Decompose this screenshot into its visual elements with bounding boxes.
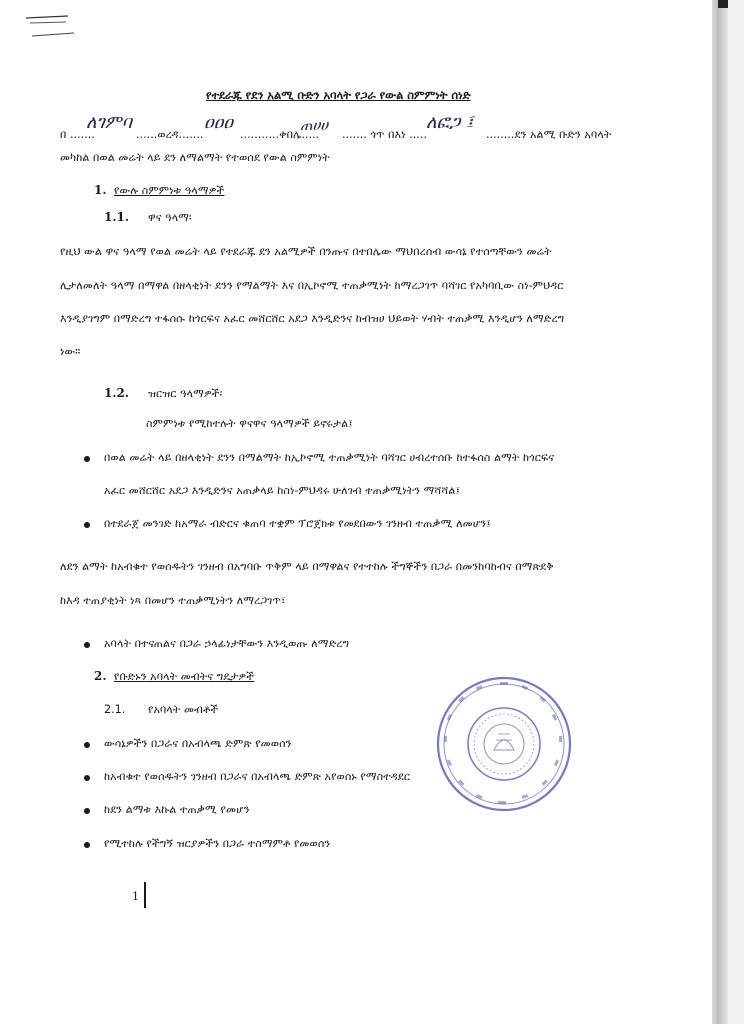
official-seal-icon [434, 674, 574, 814]
intro-line-2: መካከል በወል መሬት ላይ ደን ለማልማት የተወሰደ የውል ስምምነት [60, 151, 330, 164]
bullet-dot [84, 522, 90, 528]
section-1-1-title: ዋና ዓላማ፡ [148, 211, 192, 224]
bullet-dot [84, 842, 90, 848]
bullet-line: አባላት በተናጠልና በጋራ ኃላፊነታቸውን እንዲወጡ ለማድረግ [104, 637, 350, 650]
page-number-bar [144, 882, 146, 908]
rights-item: ከአብቁተ የወሰዱትን ገንዘብ በጋራና በአብላጫ ድምጽ አየወሰኑ የማስተዳደር [104, 770, 411, 783]
handwritten-kebele-name: ዐዐዐ [204, 112, 234, 133]
section-2-title: የቡድኑን አባላት መብትና ግዴታዎች [114, 670, 255, 683]
paragraph-line: ከእዳ ተጠያቂነት ነጻ በመሆን ተጠቃሚነትን ለማረጋገጥ፣ [60, 594, 286, 607]
paragraph-line: ለደን ልማት ከአብቁተ የወሰዱትን ገንዘብ በአግባቡ ጥቅም ላይ በማዋልና የተተከሉ ችግኞችን በጋራ በመንከባከብና በማጽደቅ [60, 560, 554, 573]
bullet-dot [84, 775, 90, 781]
bullet-line: በወል መሬት ላይ በዘላቂነት ደንን በማልማት ከኢኮኖሚ ተጠቃሚነት ባሻገር ሀብረተሰቡ ከተፋሰስ ልማት ከጎርፍና [104, 451, 555, 464]
section-1-2-intro: ስምምነቱ የሚከተሉት ዋናዋና ዓላማዎች ይኖሩታል፤ [146, 417, 353, 430]
document-title: የተደራጁ የደን አልሚ ቡድን አባላት የጋራ የውል ስምምነት ሰነድ [206, 88, 471, 102]
paragraph-line: እንዲያገግም በማድረግ ተፋሰሱ ከጎርፍና አፈር መሸርሸር አደጋ እንዲድንና ከብዝሀ ህይወት ሃብት ተጠቃሚ እንዲሆን ለማድረግ [60, 312, 565, 325]
rights-item: የሚተከሉ የችግኝ ዝርያዎችን በጋራ ተስማምቶ የመወሰን [104, 837, 331, 850]
rights-item: ከደን ልማቱ እኩል ተጠቃሚ የመሆን [104, 803, 250, 816]
section-2-1-title: የአባላት መብቶች [148, 703, 219, 716]
bullet-dot [84, 742, 90, 748]
paragraph-line: የዚህ ውል ዋና ዓላማ የወል መሬት ላይ የተደራጁ ደን አልሚዎች በንጡና በተበሌው ማህበረሰብ ውሳኔ የተሰጣቸውን መሬት [60, 245, 552, 258]
handwritten-gote-name: ጠሀሀ [300, 116, 329, 134]
section-1-title: የውሉ ስምምነቱ ዓላማዎች [114, 184, 225, 197]
section-1-2-number: 1.2. [104, 386, 130, 400]
handwritten-woreda-name: ለገምባ [86, 112, 132, 133]
rights-item: ውሳኔዎችን በጋራና በአብላጫ ድምጽ የመወሰን [104, 737, 292, 750]
intro-kebele: ...........ቀበሌ..... [240, 128, 320, 141]
intro-prefix: በ [60, 128, 67, 141]
paragraph-line: ሊታለመለት ዓላማ በማዋል በዘላቂነት ደንን የማልማት እና በኢኮኖሚ ተጠቃሚነት ከማረጋገጥ ባሻገር የአካባቢው ስነ-ምህዳር [60, 279, 564, 292]
page-edge-shadow [712, 0, 728, 1024]
bullet-dot [84, 456, 90, 462]
intro-dots: ....... [70, 128, 95, 141]
scan-corner-mark [718, 0, 728, 8]
section-2-number: 2. [94, 669, 107, 683]
bullet-dot [84, 642, 90, 648]
page-number: 1 [132, 890, 140, 903]
section-2-1-number: 2.1. [104, 703, 126, 716]
bullet-line: በተደራጀ መንገድ ከአማራ ብድርና ቁጠባ ተቋም ፕሮጀክቱ የመደበውን ገንዘብ ተጠቃሚ ለመሆን፤ [104, 517, 491, 530]
bullet-dot [84, 808, 90, 814]
section-1-2-title: ዝርዝር ዓላማዎች፡ [148, 387, 223, 400]
paragraph-line: ነው። [60, 345, 81, 358]
intro-gote: ....... ጎጥ በእነ ..... [342, 128, 427, 141]
intro-woreda: ......ወረዳ....... [136, 128, 204, 141]
section-1-1-number: 1.1. [104, 210, 130, 224]
section-1-number: 1. [94, 183, 107, 197]
bullet-line: አፈር መሸርሸር አደጋ እንዲድንና አጠቃላይ ከስነ-ምህዳሩ ሁለገብ ተጠቃሚነትን ማሻሻል፤ [104, 484, 461, 497]
handwritten-leader-name: ለፎጋ ፤ [426, 112, 474, 133]
pen-scribble-icon [22, 10, 82, 40]
intro-group: ........ደን አልሚ ቡድን አባላት [486, 128, 612, 141]
